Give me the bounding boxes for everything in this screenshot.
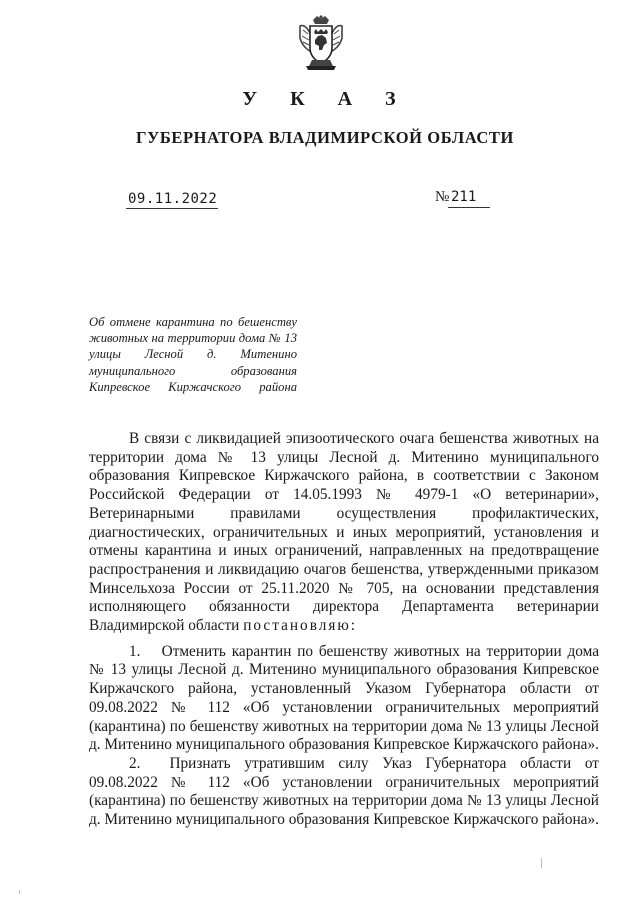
number-underline (448, 207, 490, 208)
decree-word: постановляю: (243, 617, 358, 635)
coat-of-arms-emblem (296, 14, 346, 74)
issuer-heading: ГУБЕРНАТОРА ВЛАДИМИРСКОЙ ОБЛАСТИ (136, 128, 514, 147)
item-paragraph-1 (89, 643, 599, 755)
decree-subject: Об отмене карантина по бешенству животных на территории дома № 13 улицы Лесной д. Митенино муниципального образования Кипревское Киржачского района (89, 315, 297, 394)
scan-mark (541, 858, 542, 868)
document-number: 211 (451, 189, 477, 205)
item-text: Признать утратившим силу Указ Губернатора области от 09.08.2022 № 112 «Об установлении ограничительных мероприятий (карантина) по бешенству животных на территории дома № 13 улицы Лесной д. Митенино муниципального образования Кипревское Киржачского района». (89, 754, 599, 829)
scan-mark (19, 890, 20, 894)
item-number: 1. (129, 642, 141, 660)
item-number: 2. (129, 754, 141, 772)
number-sign: № (435, 189, 450, 205)
date-underline (126, 208, 218, 209)
preamble-text: В связи с ликвидацией эпизоотического очага бешенства животных на территории дома № 13 улицы Лесной д. Митенино муниципального образования Кипревское Киржачского района, в соответствии с Законом Российской Федерации от 14.05.1993 № 4979-1 «О ветеринарии», Ветеринарными правилами осуществления профилактических, диагностических, ограничительных и иных мероприятий, установления и отмены карантина и иных ограничений, направленных на предотвращение распространения и ликвидацию очагов бешенства, утвержденными приказом Минсельхоза России от 25.11.2020 № 705, на основании представления исполняющего обязанности директора Департамента ветеринарии Владимирской области (89, 430, 599, 635)
document-title: У К А З (242, 88, 410, 110)
preamble-paragraph (89, 430, 599, 636)
item-text: Отменить карантин по бешенству животных на территории дома № 13 улицы Лесной д. Митенино муниципального образования Кипревское Киржачского района, установленный Указом Губернатора области от 09.08.2022 № 112 «Об установлении ограничительных мероприятий (карантина) по бешенству животных на территории дома № 13 улицы Лесной д. Митенино муниципального образования Кипревское Киржачского района». (89, 642, 599, 754)
item-paragraph-2 (89, 755, 599, 830)
decree-body (89, 430, 599, 830)
document-date: 09.11.2022 (128, 191, 218, 207)
